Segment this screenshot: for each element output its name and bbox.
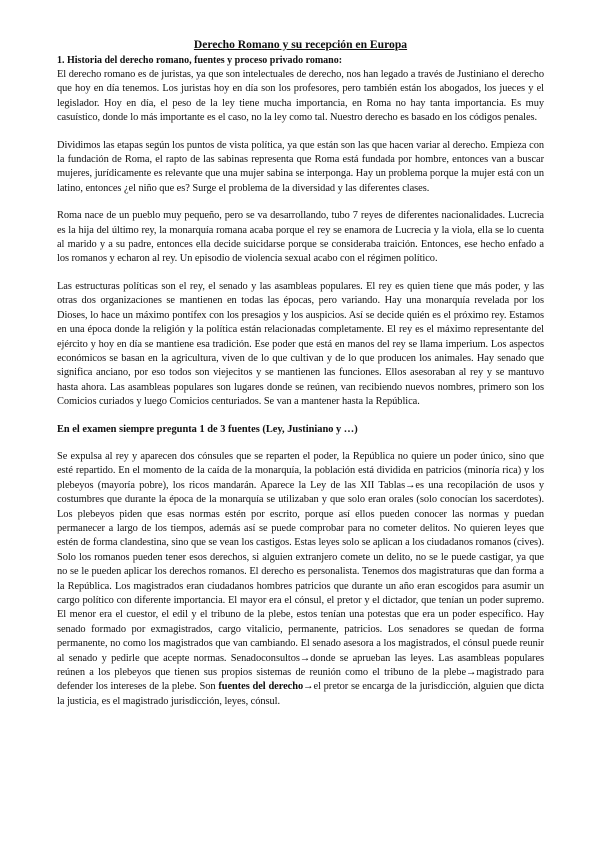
paragraph-gap bbox=[57, 267, 544, 280]
document-title: Derecho Romano y su recepción en Europa bbox=[193, 38, 408, 51]
paragraph-1: El derecho romano es de juristas, ya que son intelectuales de derecho, nos han legado a través de Justiniano el derecho que hoy en día tenemos. Los juristas hoy en día son los profesores, pero también están los abogados, los jueces y el legislador. Hoy en día, el peso de la ley tiene mucha importancia, en Roma no hay tanta importancia. Es muy casuístico, donde lo más importante es el caso, no la ley como tal. Nuestro derecho es basado en los códigos penales. bbox=[57, 69, 544, 124]
paragraph-3: Roma nace de un pueblo muy pequeño, pero se va desarrollando, tubo 7 reyes de diferentes nacionalidades. Lucrecia es la hija del último rey, la monarquía romana acaba porque el rey se enamora de Lucrecia y la viola, ella se lo cuenta al marido y a su padre, entonces ella decide suicidarse porque se consideraba traición. Entonces, ese hecho enfado a los romanos y echaron al rey. Un episodio de violencia sexual acabo con el régimen político. bbox=[57, 210, 544, 265]
section-heading: 1. Historia del derecho romano, fuentes y proceso privado romano: bbox=[57, 55, 343, 66]
paragraph-gap bbox=[57, 126, 544, 139]
fuentes-del-derecho-bold: fuentes del derecho bbox=[218, 681, 304, 693]
exam-note-heading: En el examen siempre pregunta 1 de 3 fuentes (Ley, Justiniano y …) bbox=[57, 423, 358, 435]
paragraph-4: Las estructuras políticas son el rey, el senado y las asambleas populares. El rey es quien tiene que más poder, y las otras dos organizaciones se mantienen en todas las épocas, pero variando. Hay una monarquía revelada por los Dioses, lo hace un máximo pontífex con los presagios y los auspicios. Así se decide quién es el próximo rey. Estamos en una época donde la religión y la política están relacionadas completamente. El rey es el máximo representante del ejército y hoy en día se mantiene esa tradición. Ese poder que está en manos del rey se llama imperium. Los aspectos económicos se basan en la agricultura, viven de lo que cultivan y de lo que producen los animales. Hay senado que significa anciano, por eso todos son viejecitos y se mantienen las funciones. Ellos asesoraban al rey y se mantuvo hasta ahora. Las asambleas populares son lugares donde se reúnen, van recibiendo nuevos nombres, primero son los Comicios curiados y luego Comicios centuriados. Se van a mantener hasta la República. bbox=[57, 280, 544, 408]
paragraph-5-main: Se expulsa al rey y aparecen dos cónsules que se reparten el poder, la República no quiere un poder único, sino que esté repartido. En el momento de la caída de la monarquía, la población está dividida en patricios (minoría rica) y los plebeyos (mayoría pobre), los ricos mandarán. Aparece la Ley de las XII Tablas→es una recopilación de usos y costumbres que durante la época de la monarquía se utilizaban y que solo eran orales (solo conocían los sacerdotes). Los plebeyos piden que esas normas estén por escrito, porque así ellos pueden conocer las normas y puedan permanecer a largo de los tiempos, además así se puede comprobar para no cometer delitos. No quieren leyes que estén de forma clandestina, sino que se vean los castigos. Estas leyes solo se aplican a los ciudadanos romanos (cives). Solo los romanos pueden tener esos derechos, si alguien extranjero comete un delito, no se le puede castigar, ya que no se le pueden aplicar los derechos romanos. El derecho es personalista. Tenemos dos magistraturas que dan forma a la República. Los magistrados eran ciudadanos hombres patricios que durante un año eran escogidos para asumir un cargo político con diferente importancia. El mayor era el cónsul, el pretor y el dictador, que tenían un poder supremo. El menor era el cuestor, el edil y el tribuno de la plebe, estos tenían una potestas que era un poder específico. Hay senado formado por exmagistrados, cargo vitalicio, permanente, patricios. Los senadores se quedan de forma permanente, no como los magistrados que van cambiando. El senado asesora a los magistrados, el cónsul puede reunir al senado y pedirle que acepte normas. Senadoconsultos→donde se aprueban las leyes. Las asambleas populares reúnen a los plebeyos que tienen sus propios sistemas de reunión como el tribuno de la plebe→magistrado para defender los intereses de la plebe. Son bbox=[57, 450, 544, 693]
paragraph-gap bbox=[57, 410, 544, 423]
document-page bbox=[57, 38, 544, 709]
paragraph-5 bbox=[57, 450, 544, 709]
paragraph-gap bbox=[57, 437, 544, 450]
paragraph-2: Dividimos las etapas según los puntos de vista política, ya que están son las que hacen variar al derecho. Empieza con la fundación de Roma, el rapto de las sabinas representa que Roma está fundada por hombre, entonces van a buscar mujeres, jurídicamente es relevante que una mujer sabina se interponga. Hay un problema porque la mujer está con un latino, entonces ¿el niño que es? Surge el problema de la diversidad y las diferentes clases. bbox=[57, 139, 544, 194]
paragraph-gap bbox=[57, 196, 544, 209]
paragraph-5-tail: →el pretor se encarga de la jurisdicción, alguien que dicta la justicia, es el magistrado jurisdicción, leyes, cónsul. bbox=[57, 681, 544, 707]
